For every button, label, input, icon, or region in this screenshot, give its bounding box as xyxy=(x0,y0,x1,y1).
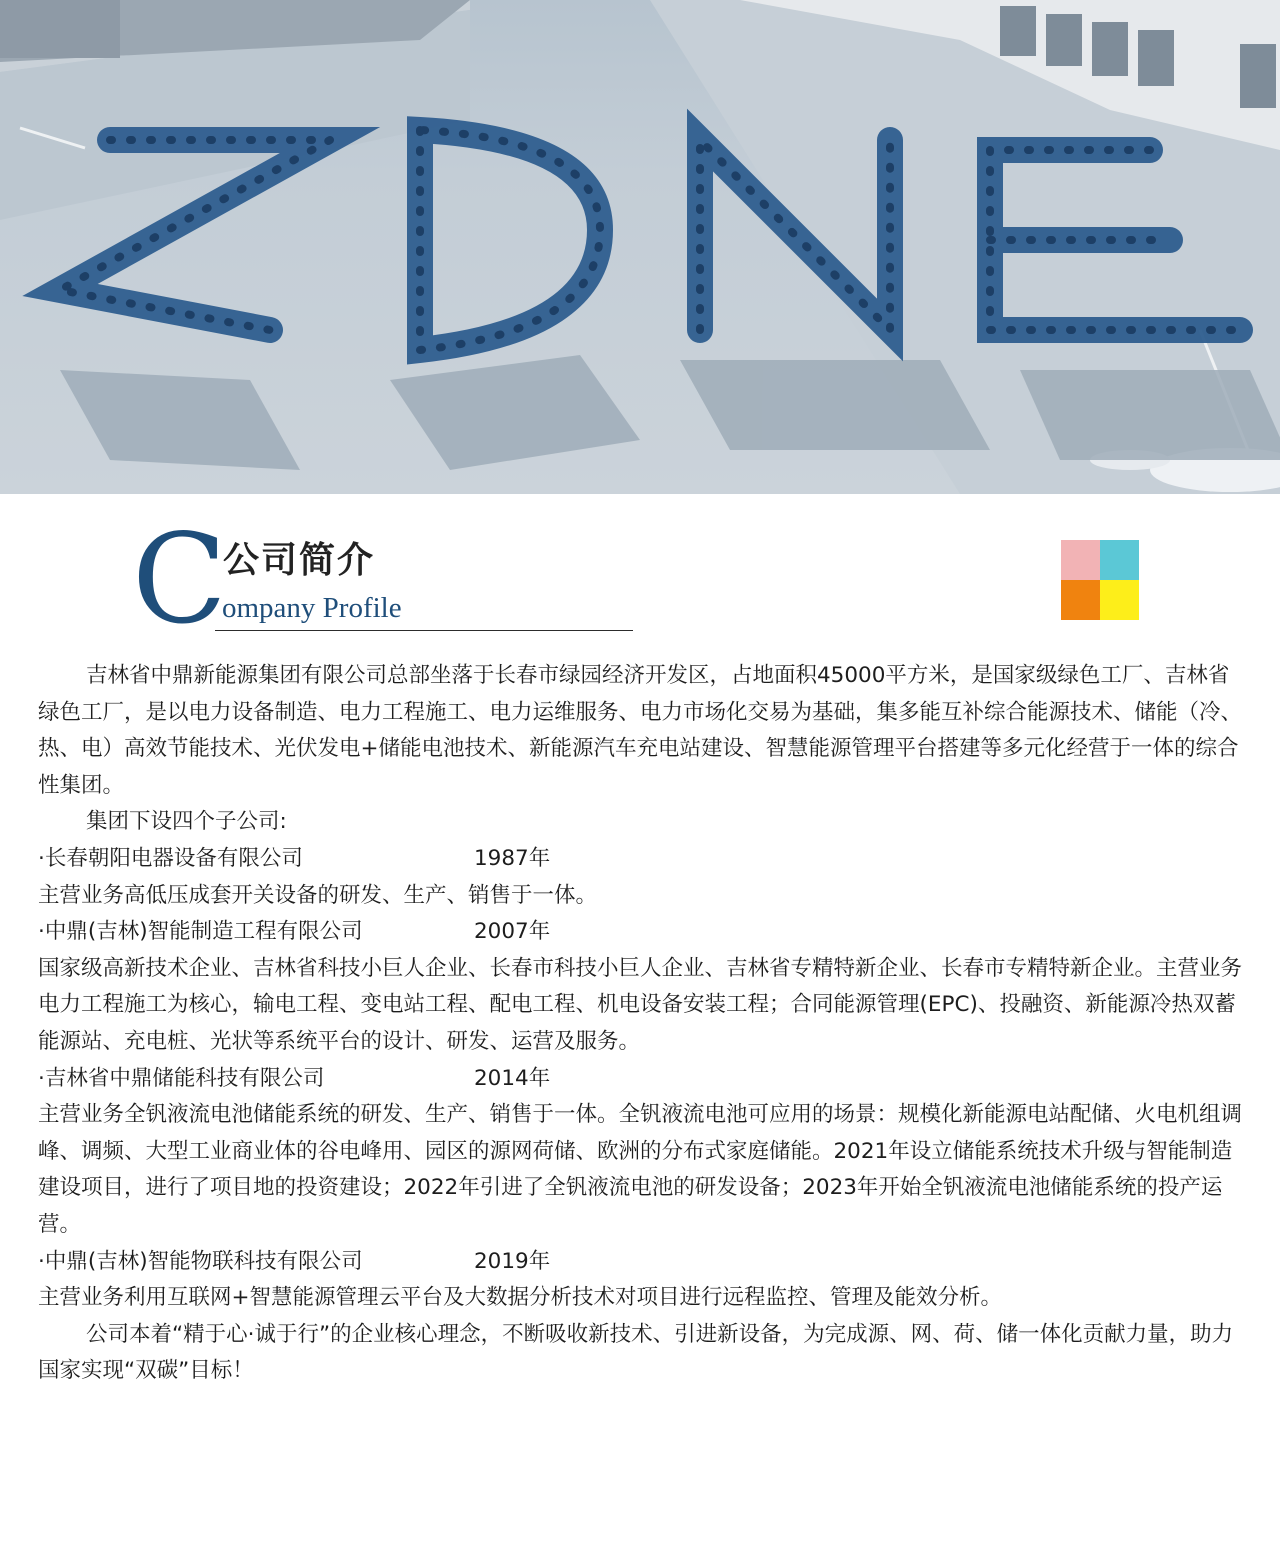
subsidiaries-intro: 集团下设四个子公司: xyxy=(86,809,287,835)
swatch-yellow xyxy=(1100,580,1139,620)
color-swatch-logo xyxy=(1061,540,1139,620)
company-profile-text xyxy=(38,658,1248,1390)
title-divider xyxy=(215,630,633,631)
heading-big-letter: C xyxy=(132,508,227,652)
closing-paragraph: 公司本着“精于心·诚于行”的企业核心理念，不断吸收新技术、引进新设备，为完成源、网、荷、储一体化贡献力量，助力国家实现“双碳”目标！ xyxy=(38,1321,1234,1384)
hero-photo xyxy=(0,0,1280,494)
subsidiary-year: 2014年 xyxy=(474,1065,551,1091)
intro-paragraph: 吉林省中鼎新能源集团有限公司总部坐落于长春市绿园经济开发区，占地面积45000平方米，是国家级绿色工厂、吉林省绿色工厂，是以电力设备制造、电力工程施工、电力运维服务、电力市场化交易为基础，集多能互补综合能源技术、储能（冷、热、电）高效节能技术、光伏发电+储能电池技术、新能源汽车充电站建设、智慧能源管理平台搭建等多元化经营于一体的综合性集团。 xyxy=(38,663,1243,798)
subsidiary-heading xyxy=(38,1244,1248,1281)
page-title: 公司简介 xyxy=(223,540,376,581)
subsidiary-name: ·中鼎(吉林)智能物联科技有限公司 xyxy=(38,1248,363,1274)
swatch-orange xyxy=(1061,580,1100,620)
subsidiary-description: 主营业务全钒液流电池储能系统的研发、生产、销售于一体。全钒液流电池可应用的场景：规模化新能源电站配储、火电机组调峰、调频、大型工业商业体的谷电峰用、园区的源网荷储、欧洲的分布式家庭储能。2021年设立储能系统技术升级与智能制造建设项目，进行了项目地的投资建设；2022年引进了全钒液流电池的研发设备；2023年开始全钒液流电池储能系统的投产运营。 xyxy=(38,1102,1243,1237)
subsidiary-description: 主营业务利用互联网+智慧能源管理云平台及大数据分析技术对项目进行远程监控、管理及能效分析。 xyxy=(38,1285,1003,1311)
subsidiary-name: ·长春朝阳电器设备有限公司 xyxy=(38,845,303,871)
subsidiary-year: 1987年 xyxy=(474,845,551,871)
swatch-pink xyxy=(1061,540,1100,580)
subsidiary-name: ·中鼎(吉林)智能制造工程有限公司 xyxy=(38,919,363,945)
page-subtitle: ompany Profile xyxy=(222,592,402,624)
subsidiary-heading xyxy=(38,914,1248,951)
swatch-cyan xyxy=(1100,540,1139,580)
subsidiary-description: 国家级高新技术企业、吉林省科技小巨人企业、长春市科技小巨人企业、吉林省专精特新企业、长春市专精特新企业。主营业务电力工程施工为核心，输电工程、变电站工程、配电工程、机电设备安装工程；合同能源管理(EPC)、投融资、新能源冷热双蓄能源站、充电桩、光状等系统平台的设计、研发、运营及服务。 xyxy=(38,955,1243,1054)
subsidiary-description: 主营业务高低压成套开关设备的研发、生产、销售于一体。 xyxy=(38,882,598,908)
subsidiary-heading xyxy=(38,1061,1248,1098)
subsidiary-year: 2019年 xyxy=(474,1248,551,1274)
subsidiary-name: ·吉林省中鼎储能科技有限公司 xyxy=(38,1065,325,1091)
subsidiary-heading xyxy=(38,841,1248,878)
subsidiary-year: 2007年 xyxy=(474,919,551,945)
team-formation-photo-icon xyxy=(0,0,1280,494)
